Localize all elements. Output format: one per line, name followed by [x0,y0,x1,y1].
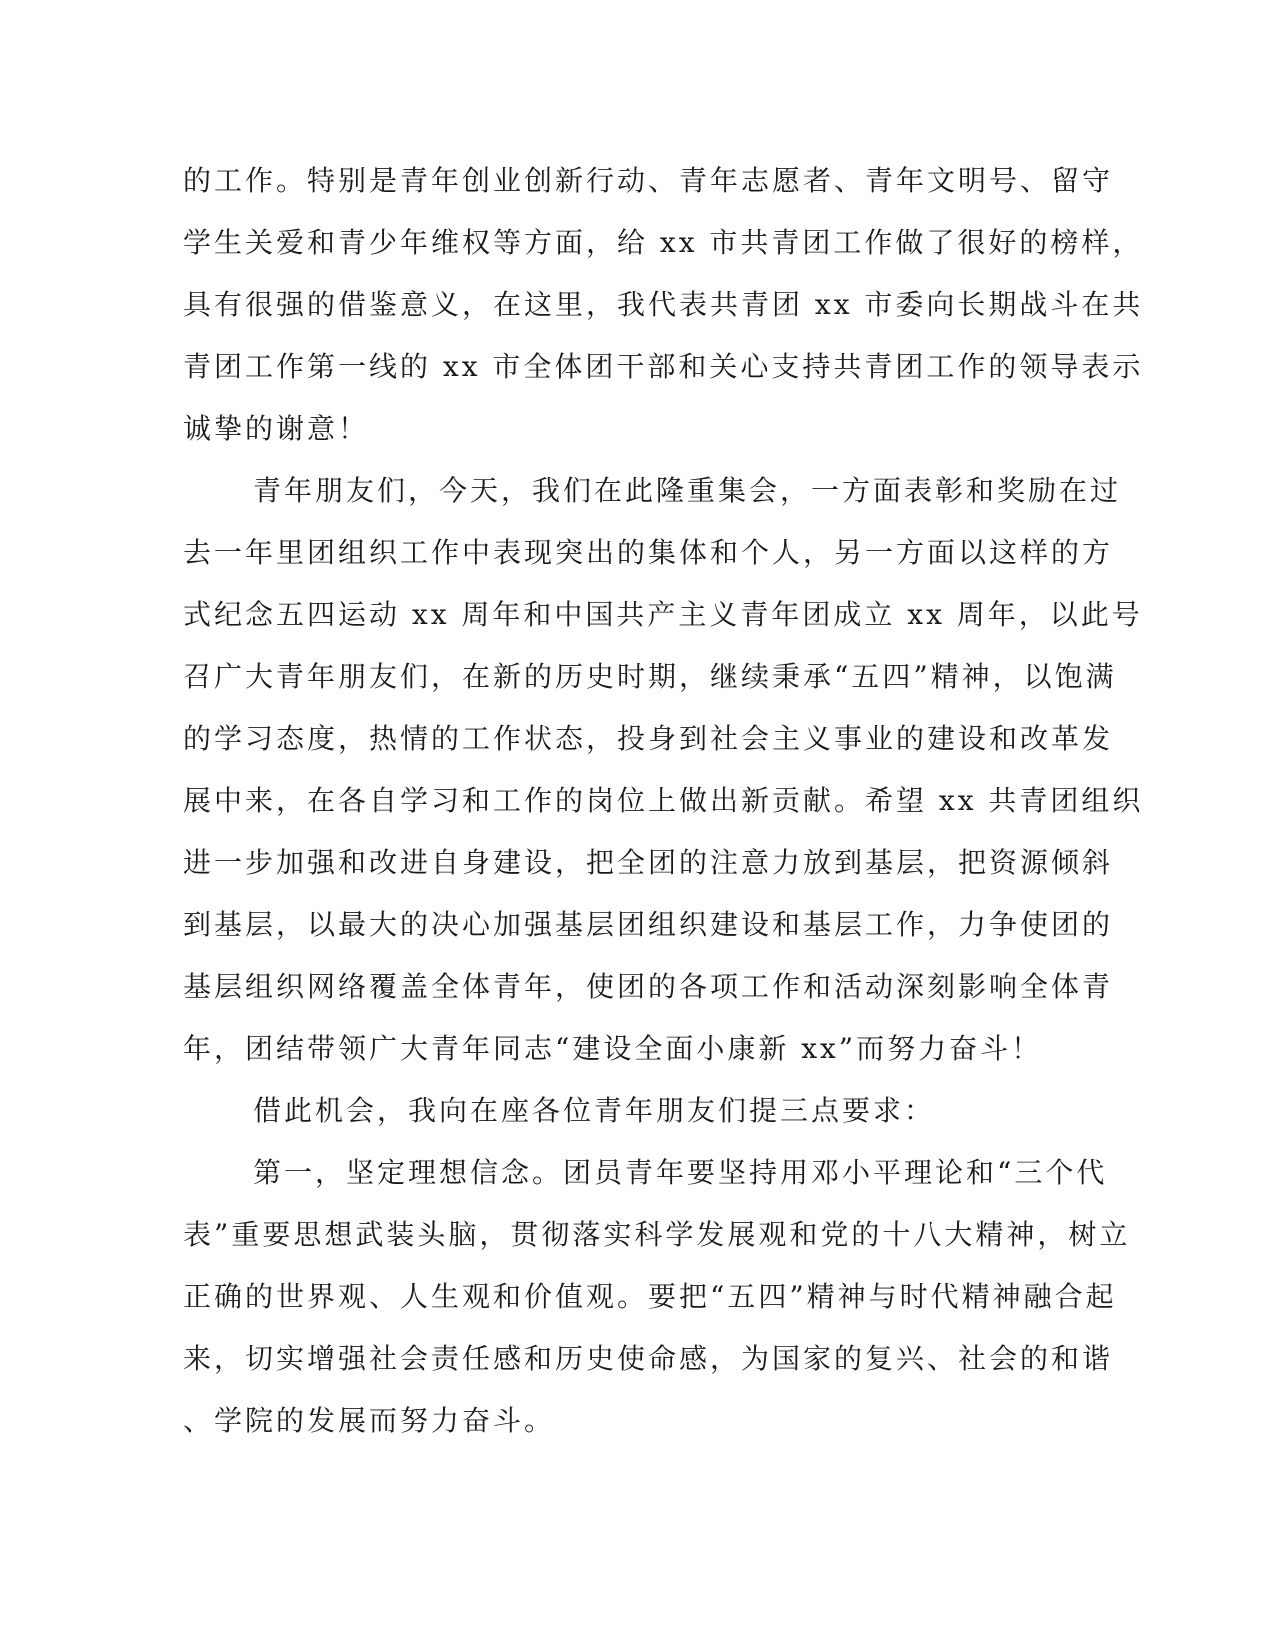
text-line: 基层组织网络覆盖全体青年，使团的各项工作和活动深刻影响全体青 [183,970,1114,1003]
text-line: 到基层，以最大的决心加强基层团组织建设和基层工作，力争使团的 [183,908,1114,941]
text-line: 学生关爱和青少年维权等方面，给 xx 市共青团工作做了很好的榜样， [183,226,1144,259]
text-line: 来，切实增强社会责任感和历史使命感，为国家的复兴、社会的和谐 [183,1342,1114,1375]
text-line: 召广大青年朋友们，在新的历史时期，继续秉承“五四”精神，以饱满 [183,660,1117,693]
text-line: 去一年里团组织工作中表现突出的集体和个人，另一方面以这样的方 [183,536,1114,569]
document-body [183,150,1144,1452]
text-line: 、学院的发展而努力奋斗。 [183,1404,556,1437]
paragraph-start-line: 借此机会，我向在座各位青年朋友们提三点要求： [253,1094,936,1127]
paragraph-start-line: 青年朋友们，今天，我们在此隆重集会，一方面表彰和奖励在过 [253,474,1122,507]
text-line: 的工作。特别是青年创业创新行动、青年志愿者、青年文明号、留守 [183,164,1114,197]
text-line: 正确的世界观、人生观和价值观。要把“五四”精神与时代精神融合起 [183,1280,1117,1313]
text-line: 进一步加强和改进自身建设，把全团的注意力放到基层，把资源倾斜 [183,846,1114,879]
paragraph-start-line: 第一，坚定理想信念。团员青年要坚持用邓小平理论和“三个代 [253,1156,1108,1189]
text-line: 展中来，在各自学习和工作的岗位上做出新贡献。希望 xx 共青团组织 [183,784,1144,817]
text-line: 式纪念五四运动 xx 周年和中国共产主义青年团成立 xx 周年，以此号 [183,598,1143,631]
text-line: 青团工作第一线的 xx 市全体团干部和关心支持共青团工作的领导表示 [183,350,1144,383]
text-line: 具有很强的借鉴意义，在这里，我代表共青团 xx 市委向长期战斗在共 [183,288,1144,321]
text-line: 诚挚的谢意！ [183,412,370,445]
text-line: 的学习态度，热情的工作状态，投身到社会主义事业的建设和改革发 [183,722,1114,755]
text-line: 年，团结带领广大青年同志“建设全面小康新 xx”而努力奋斗！ [183,1032,1043,1065]
text-line: 表”重要思想武装头脑，贯彻落实科学发展观和党的十八大精神，树立 [183,1218,1131,1251]
